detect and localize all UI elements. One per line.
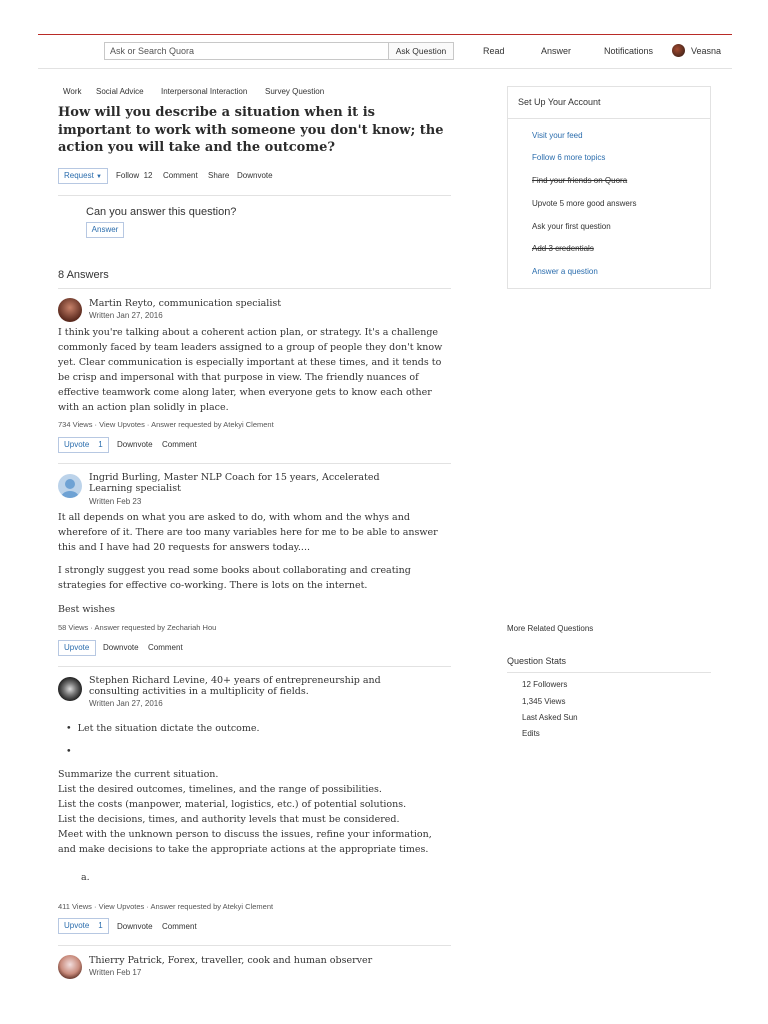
- topic-interpersonal-interaction[interactable]: Interpersonal Interaction: [161, 87, 248, 96]
- nav-notifications[interactable]: Notifications: [604, 46, 654, 56]
- answer-paragraph: It all depends on what you are asked to do, with whom and the whys and wherefore of it. There are too many variables here for me to be able to answer this and I have had 20 requests for answers today....: [58, 512, 438, 553]
- divider: [58, 945, 451, 946]
- comment-button[interactable]: Comment: [162, 440, 197, 449]
- step-line: List the decisions, times, and authority levels that must be considered.: [58, 814, 400, 825]
- downvote-button[interactable]: Downvote: [237, 171, 273, 180]
- more-related-questions[interactable]: More Related Questions: [507, 624, 594, 633]
- bullet-item: [66, 721, 461, 736]
- follow-button[interactable]: [116, 171, 152, 180]
- header-divider: [38, 68, 732, 69]
- comment-button[interactable]: Comment: [148, 643, 183, 652]
- answer-author[interactable]: Thierry Patrick, Forex, traveller, cook and human observer: [89, 955, 373, 966]
- upvote-label: Upvote: [64, 440, 90, 449]
- bullet-empty: •: [66, 746, 72, 757]
- avatar[interactable]: [58, 474, 82, 498]
- divider: [507, 672, 711, 673]
- ask-question-button[interactable]: Ask Question: [388, 42, 454, 60]
- upvote-count: 1: [98, 921, 103, 930]
- upvote-label: Upvote: [64, 921, 90, 930]
- question-title: How will you describe a situation when it is important to work with someone you don't know; the action you will take and the outcome?: [58, 105, 444, 155]
- stat-last-asked: Last Asked Sun: [522, 713, 578, 722]
- upvote-count: 1: [98, 440, 103, 449]
- bullet-marker: •: [66, 723, 72, 734]
- follow-count: 12: [143, 171, 153, 180]
- divider: [58, 666, 451, 667]
- setup-account-panel: [507, 86, 711, 289]
- divider: [58, 463, 451, 464]
- answer-meta: 411 Views · View Upvotes · Answer requested by Atekyi Clement: [58, 902, 274, 911]
- step-line: Summarize the current situation.: [58, 769, 219, 780]
- topic-survey-question[interactable]: Survey Question: [265, 87, 325, 96]
- stat-views: 1,345 Views: [522, 697, 566, 706]
- step-line: Meet with the unknown person to discuss the issues, refine your information, and make decisions to take the appropriate actions at the appropriate times.: [58, 829, 432, 855]
- setup-item-ask-question[interactable]: Ask your first question: [532, 222, 611, 231]
- answer-steps: [58, 767, 448, 857]
- user-avatar[interactable]: [672, 44, 685, 57]
- follow-label: Follow: [116, 171, 140, 180]
- answer-button[interactable]: Answer: [86, 222, 124, 238]
- step-line: List the costs (manpower, material, logistics, etc.) of potential solutions.: [58, 799, 407, 810]
- answer-date[interactable]: Written Feb 17: [89, 968, 142, 977]
- default-user-icon: [58, 474, 82, 498]
- user-name[interactable]: Veasna: [691, 46, 722, 56]
- search-input[interactable]: Ask or Search Quora: [104, 42, 389, 60]
- divider: [58, 288, 451, 289]
- answer-date[interactable]: Written Jan 27, 2016: [89, 311, 163, 320]
- answer-paragraph: I strongly suggest you read some books about collaborating and creating strategies for effective co-working. There is lots on the internet.: [58, 565, 411, 591]
- divider: [58, 195, 451, 196]
- answer-meta: 58 Views · Answer requested by Zechariah Hou: [58, 623, 217, 632]
- answer-date[interactable]: Written Feb 23: [89, 497, 142, 506]
- downvote-button[interactable]: Downvote: [117, 922, 153, 931]
- downvote-button[interactable]: Downvote: [103, 643, 139, 652]
- stat-followers[interactable]: 12 Followers: [522, 680, 568, 689]
- comment-button[interactable]: Comment: [163, 171, 198, 180]
- question-stats-title: Question Stats: [507, 656, 567, 666]
- nav-read[interactable]: Read: [483, 46, 505, 56]
- stat-edits[interactable]: Edits: [522, 729, 540, 738]
- upvote-button[interactable]: [58, 918, 109, 934]
- setup-account-title: Set Up Your Account: [518, 97, 601, 107]
- avatar[interactable]: [58, 677, 82, 701]
- chevron-down-icon: ▼: [96, 174, 102, 180]
- nav-answer[interactable]: Answer: [541, 46, 572, 56]
- answer-author[interactable]: Stephen Richard Levine, 40+ years of entrepreneurship and consulting activities in a multiplicity of fields.: [89, 675, 381, 697]
- step-line: List the desired outcomes, timelines, and the range of possibilities.: [58, 784, 382, 795]
- answer-body: I think you're talking about a coherent action plan, or strategy. It's a challenge commonly faced by team leaders assigned to a group of people they don't know yet. Clear communication is especially important at these times, and it tends to be crisp and impersonal with that purpose in view. The friendly nuances of effective teamwork come along later, when everyone gets to know each other with an action plan solidly in place.: [58, 327, 443, 413]
- avatar[interactable]: [58, 955, 82, 979]
- request-button[interactable]: [58, 168, 108, 184]
- upvote-button[interactable]: [58, 437, 109, 453]
- avatar[interactable]: [58, 298, 82, 322]
- request-label: Request: [64, 171, 94, 180]
- answer-author[interactable]: Martin Reyto, communication specialist: [89, 298, 282, 309]
- setup-item-add-credentials[interactable]: Add 3 credentials: [532, 244, 594, 253]
- setup-item-answer-question[interactable]: Answer a question: [532, 267, 598, 276]
- setup-item-follow-topics[interactable]: Follow 6 more topics: [532, 153, 606, 162]
- answer-paragraph: Best wishes: [58, 604, 115, 615]
- comment-button[interactable]: Comment: [162, 922, 197, 931]
- topic-work[interactable]: Work: [63, 87, 82, 96]
- setup-item-find-friends[interactable]: Find your friends on Quora: [532, 176, 628, 185]
- answers-count: 8 Answers: [58, 269, 109, 281]
- downvote-button[interactable]: Downvote: [117, 440, 153, 449]
- answer-author[interactable]: Ingrid Burling, Master NLP Coach for 15 years, Accelerated Learning specialist: [89, 472, 380, 494]
- setup-item-visit-feed[interactable]: Visit your feed: [532, 131, 583, 140]
- list-marker-a: a.: [81, 872, 90, 883]
- answer-prompt: Can you answer this question?: [86, 206, 237, 218]
- setup-item-upvote-answers[interactable]: Upvote 5 more good answers: [532, 199, 637, 208]
- answer-meta: 734 Views · View Upvotes · Answer requested by Atekyi Clement: [58, 420, 274, 429]
- answer-date[interactable]: Written Jan 27, 2016: [89, 699, 163, 708]
- upvote-button[interactable]: Upvote: [58, 640, 96, 656]
- share-button[interactable]: Share: [208, 171, 230, 180]
- divider: [507, 118, 711, 119]
- bullet-text: Let the situation dictate the outcome.: [77, 723, 260, 734]
- brand-bar: [38, 34, 732, 35]
- topic-social-advice[interactable]: Social Advice: [96, 87, 144, 96]
